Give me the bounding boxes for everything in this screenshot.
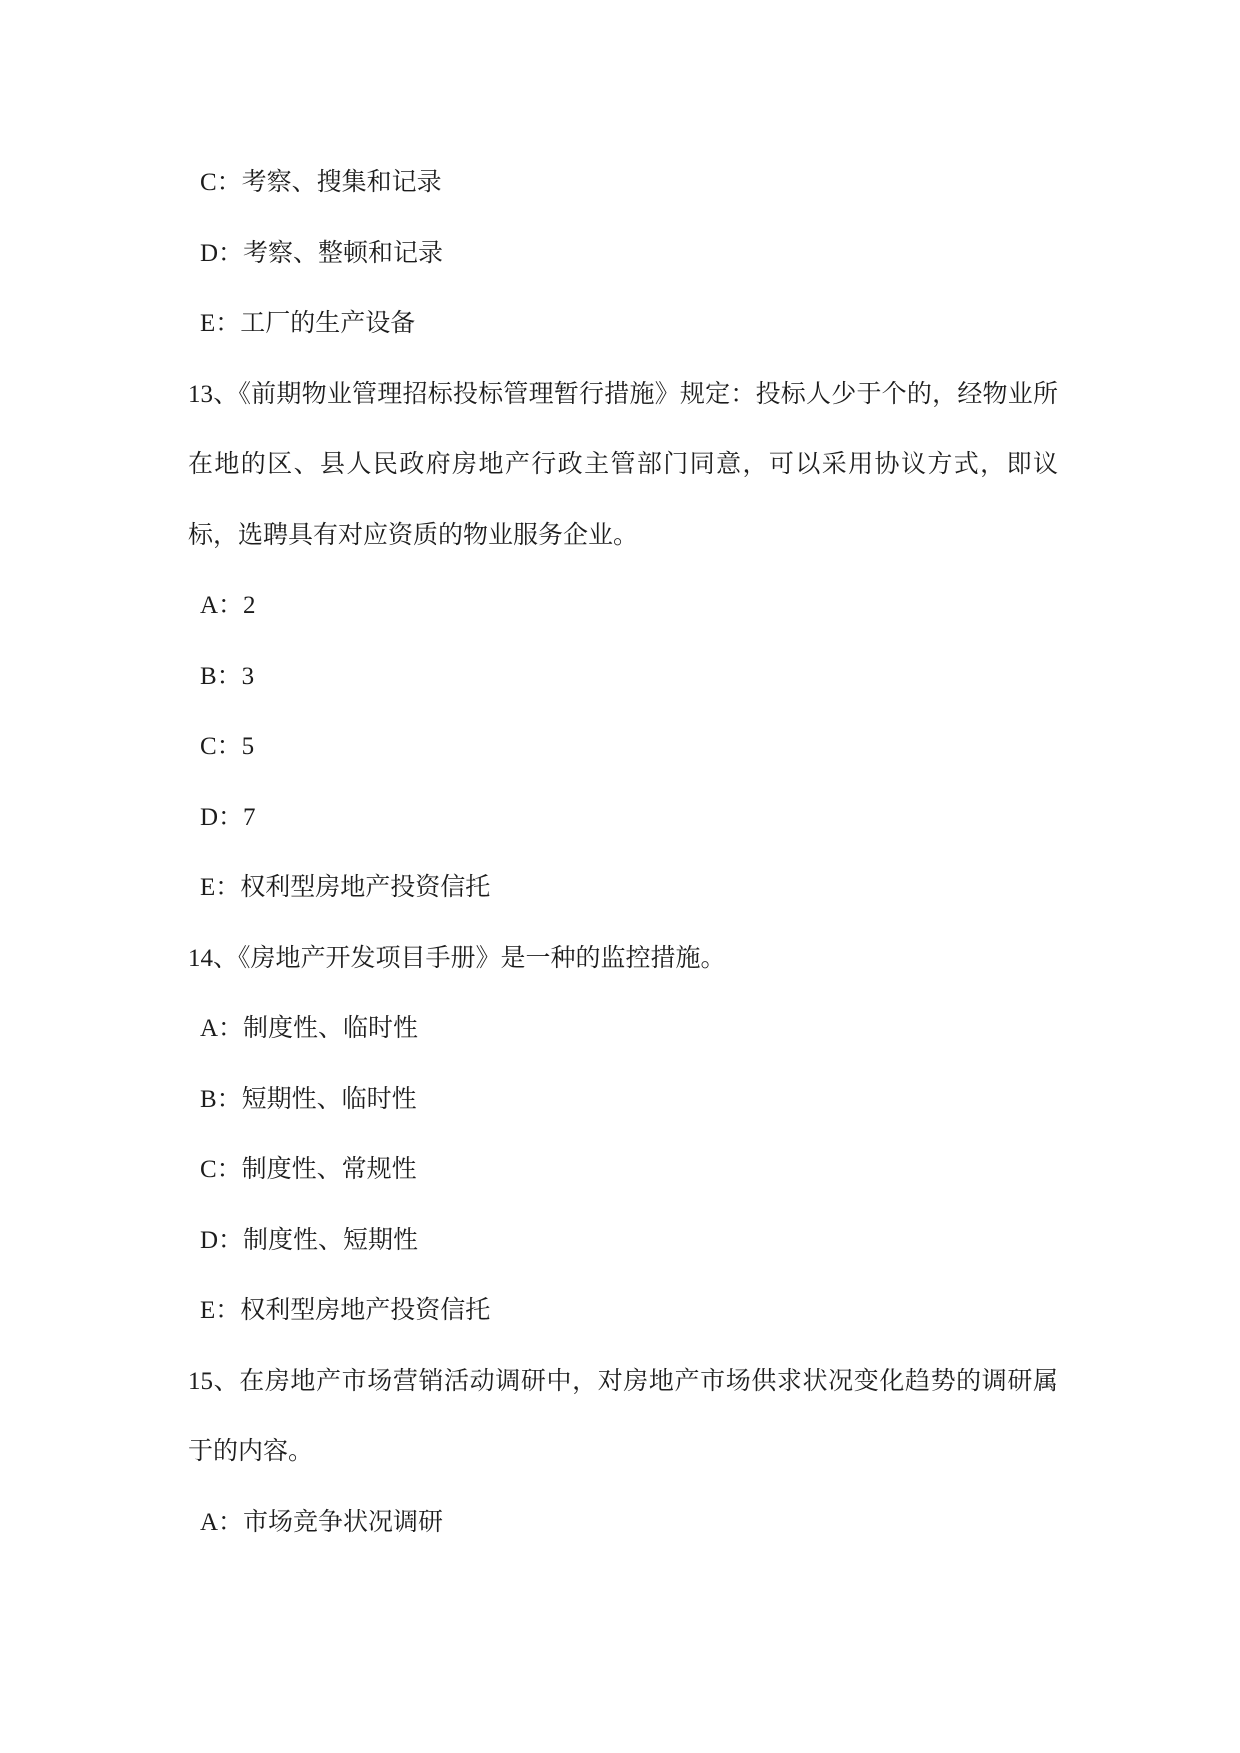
option-line: D：7 [200,803,256,831]
option-line: B：3 [200,662,255,690]
option-line: D：制度性、短期性 [200,1226,419,1254]
stem-line: 标，选聘具有对应资质的物业服务企业。 [188,521,639,549]
option-line: E：权利型房地产投资信托 [200,1297,491,1324]
question-12-trailing-options [188,148,1058,360]
option-line: C：制度性、常规性 [200,1156,417,1183]
stem-line: 13、《前期物业管理招标投标管理暂行措施》规定：投标人少于个的，经物业所 [188,380,1058,408]
option-line: A：市场竞争状况调研 [200,1508,444,1536]
question-15 [188,1347,1058,1559]
question-13 [188,360,1058,924]
option-line: B：短期性、临时性 [200,1085,417,1113]
option-line: C：5 [200,733,255,760]
question-14 [188,924,1058,1347]
stem-line: 14、《房地产开发项目手册》是一种的监控措施。 [188,944,726,972]
stem-line: 在地的区、县人民政府房地产行政主管部门同意，可以采用协议方式，即议 [188,451,1058,478]
option-line: C：考察、搜集和记录 [200,169,442,196]
stem-line: 于的内容。 [188,1438,314,1465]
option-line: D：考察、整顿和记录 [200,239,444,267]
option-line: E：工厂的生产设备 [200,310,416,337]
stem-line: 15、在房地产市场营销活动调研中，对房地产市场供求状况变化趋势的调研属 [188,1367,1058,1395]
option-line: A：2 [200,592,256,619]
option-line: E：权利型房地产投资信托 [200,874,491,901]
option-line: A：制度性、临时性 [200,1015,419,1042]
document-content [188,148,1058,1558]
